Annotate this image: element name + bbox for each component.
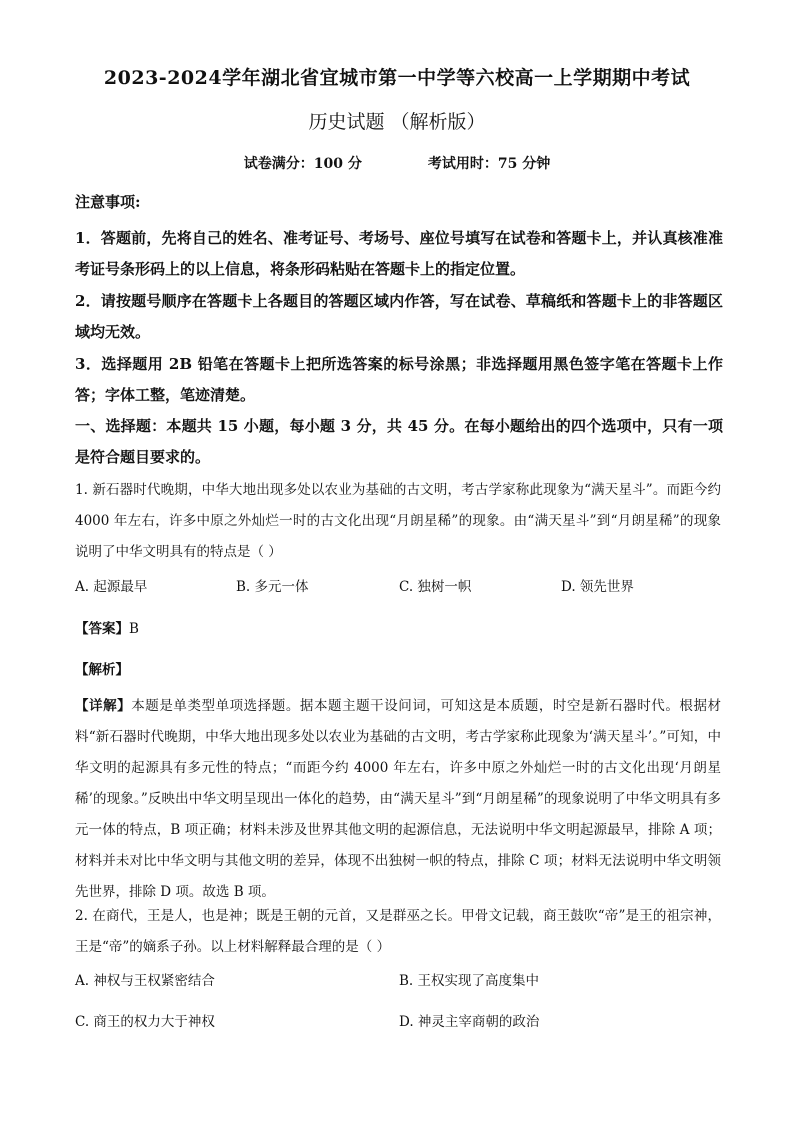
document-subtitle: 历史试题 （解析版） xyxy=(308,111,486,133)
detail-text: 本题是单类型单项选择题。据本题主题干设问词，可知这是本质题，时空是新石器时代。根据材料“新石器时代晚期，中华大地出现多处以农业为基础的古文明，考古学家称此现象为‘满天星斗’。”可知，中华文明的起源具有多元性的特点；“而距今约 4000 年左右，许多中原之外灿烂一时的古文化出现‘月朗星稀’的现象。”反映出中华文明呈现出一体化的趋势，由“满天星斗”到“月朗星稀”的现象说明了中华文明具有多元一体的特点，B 项正确；材料未涉及世界其他文明的起源信息，无法说明中华文明起源最早，排除 A 项；材料并未对比中华文明与其他文明的差异，体现不出独树一帜的特点，排除 C 项；材料无法说明中华文明领先世界，排除 D 项。故选 B 项。 xyxy=(75,698,722,900)
question-1-stem: 1. 新石器时代晚期，中华大地出现多处以农业为基础的古文明，考古学家称此现象为“满天星斗”。而距今约 4000 年左右，许多中原之外灿烂一时的古文化出现“月朗星稀”的现象。由“满天星斗”到“月朗星稀”的现象说明了中华文明具有的特点是（ ） xyxy=(75,482,721,560)
q2-option-d: D. 神灵主宰商朝的政治 xyxy=(399,1014,540,1030)
exam-time-label: 考试用时：75 分钟 xyxy=(427,156,551,172)
section-heading: 一、选择题：本题共 15 小题，每小题 3 分，共 45 分。在每小题给出的四个选项中，只有一项是符合题目要求的。 xyxy=(75,417,723,466)
q2-option-c: C. 商王的权力大于神权 xyxy=(75,1014,215,1030)
q2-option-b: B. 王权实现了高度集中 xyxy=(399,973,540,989)
q1-option-b: B. 多元一体 xyxy=(236,579,309,595)
analysis-tag: 【解析】 xyxy=(75,662,129,678)
q2-option-a: A. 神权与王权紧密结合 xyxy=(75,973,215,989)
notice-item-2: 2．请按题号顺序在答题卡上各题目的答题区域内作答，写在试卷、草稿纸和答题卡上的非答题区域均无效。 xyxy=(75,292,723,341)
notice-heading: 注意事项: xyxy=(75,193,141,211)
notice-item-3: 3．选择题用 2B 铅笔在答题卡上把所选答案的标号涂黑；非选择题用黑色签字笔在答题卡上作答；字体工整，笔迹清楚。 xyxy=(75,355,723,404)
q1-option-a: A. 起源最早 xyxy=(75,579,148,595)
q1-option-d: D. 领先世界 xyxy=(561,579,634,595)
notice-item-1: 1．答题前，先将自己的姓名、准考证号、考场号、座位号填写在试卷和答题卡上，并认真核准准考证号条形码上的以上信息，将条形码粘贴在答题卡上的指定位置。 xyxy=(75,229,723,278)
question-2-stem: 2. 在商代，王是人，也是神；既是王朝的元首，又是群巫之长。甲骨文记载，商王鼓吹“帝”是王的祖宗神，王是“帝”的嫡系子孙。以上材料解释最合理的是（ ） xyxy=(75,908,721,955)
exam-meta xyxy=(0,153,794,173)
document-title: 2023-2024学年湖北省宜城市第一中学等六校高一上学期期中考试 xyxy=(103,67,691,89)
q1-option-c: C. 独树一帜 xyxy=(399,579,472,595)
detail-tag: 【详解】 xyxy=(75,698,132,714)
answer-value: B xyxy=(129,621,139,637)
q1-detail xyxy=(75,691,721,908)
full-score-label: 试卷满分：100 分 xyxy=(243,156,362,172)
answer-tag: 【答案】 xyxy=(75,621,129,637)
q1-answer xyxy=(75,617,139,637)
